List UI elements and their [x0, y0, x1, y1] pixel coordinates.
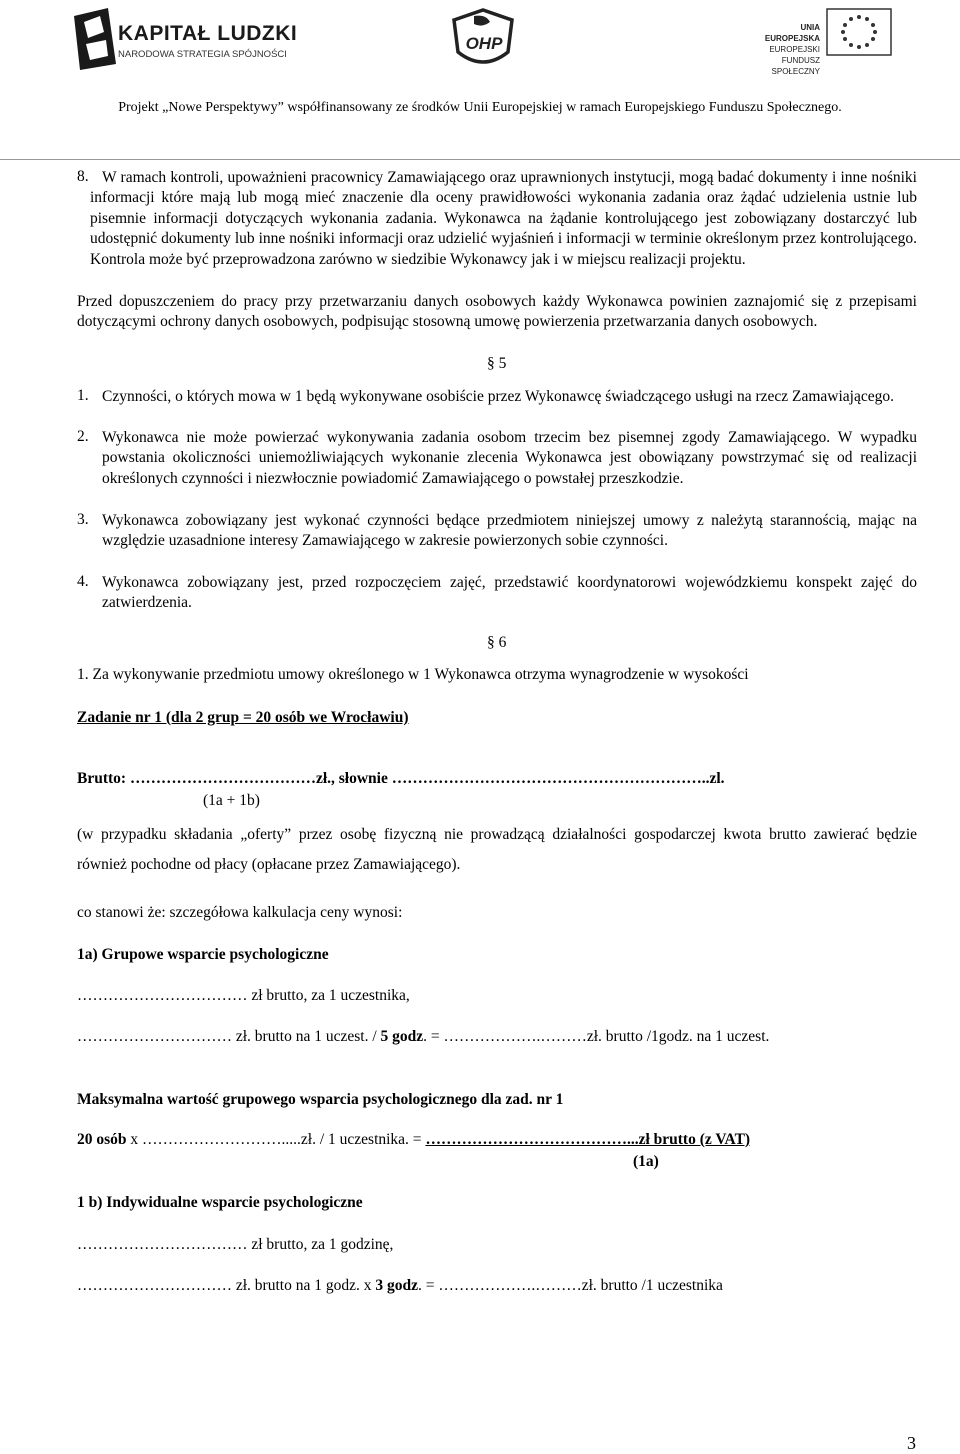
osob-count: 20 osób: [77, 1131, 127, 1148]
max-value-title: Maksymalna wartość grupowego wsparcia psychologicznego dla zad. nr 1: [77, 1091, 564, 1108]
heading-1b: 1 b) Indywidualne wsparcie psychologiczne: [77, 1194, 363, 1211]
line-1a-2-post: . = ……………….………zł. brutto /1godz. na 1 uczest.: [423, 1028, 770, 1045]
item-8-text: W ramach kontroli, upoważnieni pracownicy Zamawiającego oraz uprawnionych instytucji, mogą badać dokumenty i inne nośniki informacji które mają lub mogą mieć znaczenie dla oceny prawidłowości wykonania zadania oraz żądać udzielenia ustnie lub pisemnie informacji dotyczących wykonania zadania. Wykonawca na żądanie kontrolującego jest zobowiązany dostarczyć lub udostępnić dokumenty lub inne nośniki informacji oraz udzielić wyjaśnień i informacji w terminie określonym przez kontrolującego. Kontrola może być przeprowadzona zarówno w siedzibie Wykonawcy jak i w miejscu realizacji projektu.: [90, 169, 917, 268]
ohp-logo-text: OHP: [465, 34, 503, 53]
ue-line2: EUROPEJSKI: [769, 45, 820, 54]
line-1a-2: [77, 1028, 769, 1046]
section-6-heading: [487, 634, 506, 652]
brutto-sub: (1a + 1b): [203, 792, 260, 809]
line-1a-1: …………………………… zł brutto, za 1 uczestnika,: [77, 987, 410, 1004]
kapital-ludzki-title: KAPITAŁ LUDZKI: [118, 22, 298, 45]
item-8-paragraph-2: Przed dopuszczeniem do pracy przy przetwarzaniu danych osobowych każdy Wykonawca powinien zaznajomić się z przepisami dotyczącymi ochrony danych osobowych, podpisując stosowną umowę powierzenia przetwarzania danych osobowych.: [77, 293, 917, 331]
section-sign-icon: §: [487, 634, 495, 651]
s5-item-1-text: Czynności, o których mowa w 1 będą wykonywane osobiście przez Wykonawcę świadczącego usługi na rzecz Zamawiającego.: [102, 388, 894, 405]
s5-item-3-number: 3.: [77, 511, 89, 528]
co-stanowi-line: co stanowi że: szczegółowa kalkulacja ceny wynosi:: [77, 904, 403, 921]
brutto-line: Brutto: ………………………………zł., słownie ……………………………………………………..zl.: [77, 770, 725, 787]
osob-line: [77, 1131, 750, 1149]
header-divider: [0, 159, 960, 160]
s5-item-1-number: 1.: [77, 387, 89, 404]
section-6-number: 6: [498, 634, 507, 651]
line-1b-2-bold: 3 godz: [375, 1277, 418, 1294]
s5-item-3-text: Wykonawca zobowiązany jest wykonać czynności będące przedmiotem niniejszej umowy z należytą starannością, mając na względzie uzasadnione interesy Zamawiającego w zakresie powierzonych sobie czynności.: [102, 512, 917, 550]
page-number: 3: [907, 1433, 916, 1453]
ue-logo-text: [756, 22, 820, 77]
project-line: Projekt „Nowe Perspektywy” współfinansowany ze środków Unii Europejskiej w ramach Europejskiego Funduszu Społecznego.: [118, 100, 842, 115]
osob-mid: x ……………………….....zł. / 1 uczestnika. =: [126, 1131, 426, 1148]
ue-line3: FUNDUSZ SPOŁECZNY: [771, 56, 820, 76]
s5-item-4-text: Wykonawca zobowiązany jest, przed rozpoczęciem zajęć, przedstawić koordynatorowi wojewódzkiemu konspekt zajęć do zatwierdzenia.: [102, 574, 917, 612]
s5-item-2-number: 2.: [77, 428, 89, 445]
line-1b-1: …………………………… zł brutto, za 1 godzinę,: [77, 1236, 394, 1253]
section-5-number: 5: [498, 355, 507, 372]
line-1b-2-post: . = ……………….………zł. brutto /1 uczestnika: [417, 1277, 723, 1294]
osob-total: …………………………………...zł brutto (z VAT): [425, 1131, 751, 1148]
line-1b-2-pre: ………………………… zł. brutto na 1 godz. x: [77, 1277, 376, 1294]
note-text: (w przypadku składania „oferty” przez osobę fizyczną nie prowadzącą działalności gospodarczej kwota brutto zawierać będzie również pochodne od płacy (opłacane przez Zamawiającego).: [77, 826, 917, 873]
zadanie-title: Zadanie nr 1 (dla 2 grup = 20 osób we Wrocławiu): [77, 709, 409, 726]
s6-item-1: 1. Za wykonywanie przedmiotu umowy określonego w 1 Wykonawca otrzyma wynagrodzenie w wysokości: [77, 666, 749, 683]
section-5-heading: [487, 355, 506, 373]
line-1a-2-bold: 5 godz: [380, 1028, 424, 1045]
item-8-number: 8.: [77, 168, 89, 185]
line-1a-2-pre: ………………………… zł. brutto na 1 uczest. /: [77, 1028, 381, 1045]
kapital-ludzki-subtitle: NARODOWA STRATEGIA SPÓJNOŚCI: [118, 49, 287, 60]
s5-item-4-number: 4.: [77, 573, 89, 590]
s5-item-2-text: Wykonawca nie może powierzać wykonywania zadania osobom trzecim bez pisemnej zgody Zamawiającego. W wypadku powstania okoliczności uniemożliwiających wykonanie zlecenia Wykonawca jest obowiązany powstrzymać się od realizacji określonych czynności i niezwłocznie powiadomić Zamawiającego o powstałej przeszkodzie.: [102, 429, 917, 487]
section-sign-icon: §: [487, 355, 495, 372]
line-1b-2: [77, 1277, 723, 1295]
ue-line1: UNIA EUROPEJSKA: [764, 23, 820, 43]
heading-1a: 1a) Grupowe wsparcie psychologiczne: [77, 946, 329, 963]
osob-sub: (1a): [633, 1153, 659, 1170]
eu-flag-icon: [826, 8, 892, 56]
